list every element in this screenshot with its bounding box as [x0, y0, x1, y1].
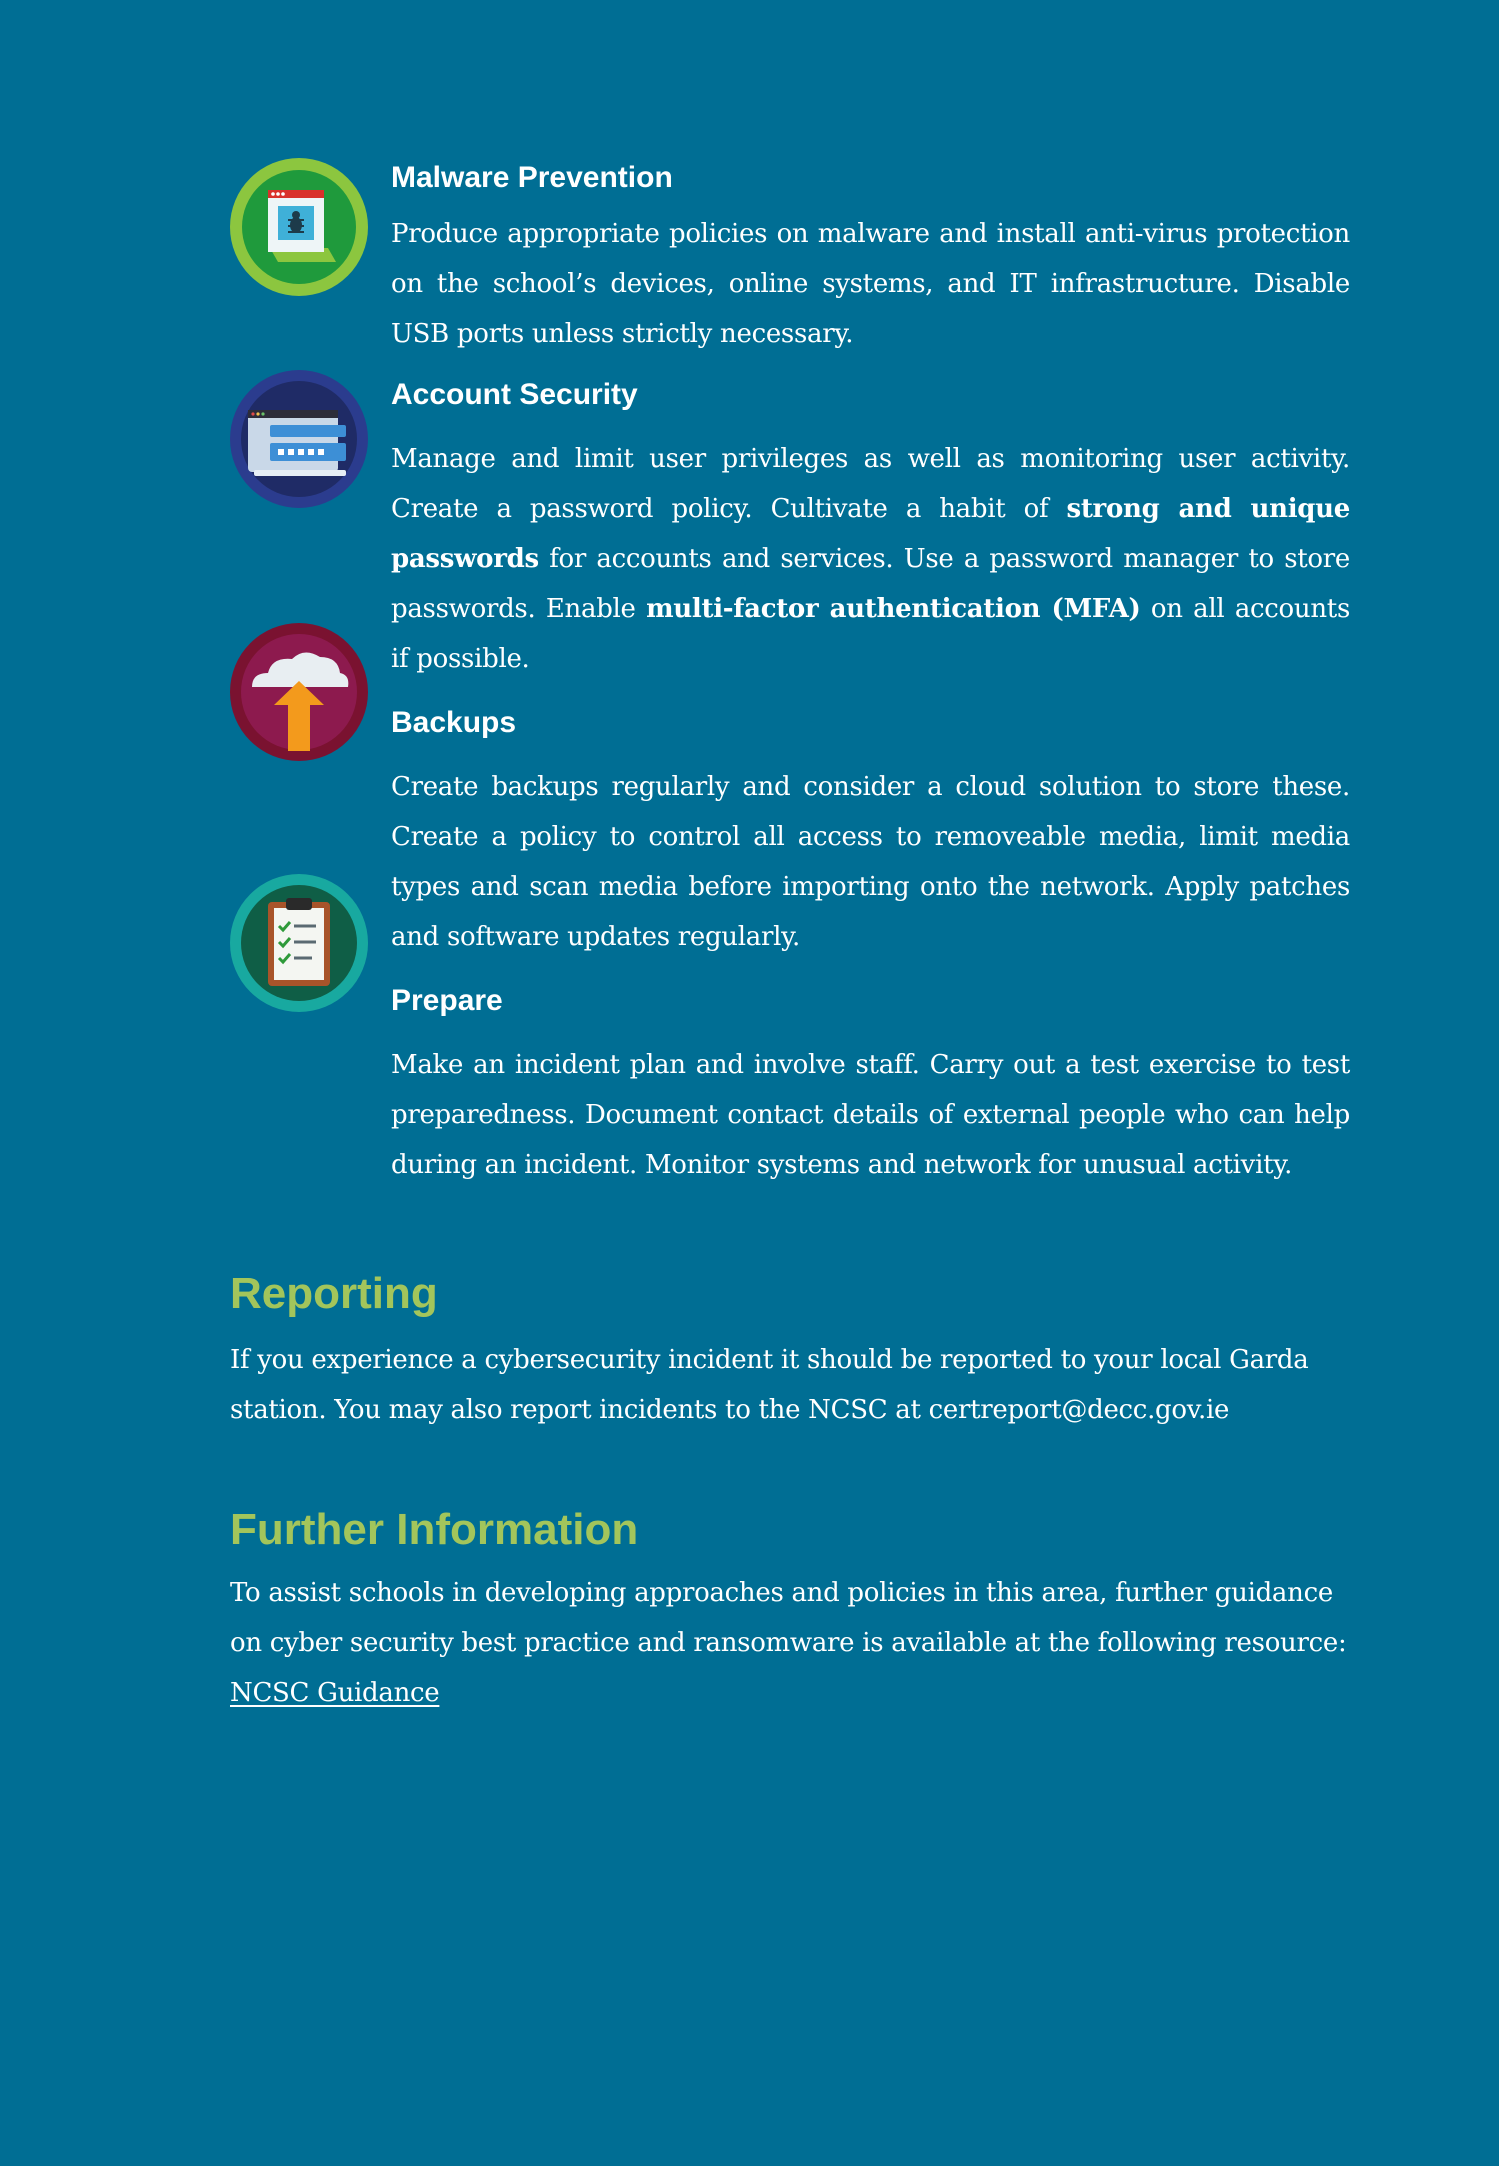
account-security-text	[391, 434, 1350, 684]
cloud-upload-icon	[230, 623, 368, 761]
account-security-text-part-2: for accounts and services. Use a password manager to store passwords. Enable	[391, 544, 1350, 624]
password-login-screen-icon	[230, 370, 368, 508]
account-security-text-part-3: on all accounts if possible.	[391, 594, 1350, 674]
reporting-heading: Reporting	[230, 1269, 438, 1318]
further-information-body: To assist schools in developing approaches and policies in this area, further guidance on cyber security best practice and ransomware is available at the following resource:	[230, 1578, 1347, 1658]
further-information-block	[230, 1568, 1350, 1718]
reporting-text: If you experience a cybersecurity incident it should be reported to your local Garda station. You may also report incidents to the NCSC at certreport@decc.gov.ie	[230, 1345, 1309, 1425]
prepare-text: Make an incident plan and involve staff. Carry out a test exercise to test preparedness. Document contact details of external people who can help during an incident. Monitor systems and network for unusual activity.	[391, 1050, 1350, 1180]
malware-prevention-text: Produce appropriate policies on malware and install anti-virus protection on the school’s devices, online systems, and IT infrastructure. Disable USB ports unless strictly necessary.	[391, 219, 1350, 349]
backups-section	[391, 704, 1350, 962]
mfa-emphasis: multi-factor authentication (MFA)	[646, 594, 1141, 624]
account-security-section	[391, 376, 1350, 684]
prepare-heading: Prepare	[391, 984, 503, 1017]
backups-text: Create backups regularly and consider a cloud solution to store these. Create a policy to control all access to removeable media, limit media types and scan media before importing onto the network. Apply patches and software updates regularly.	[391, 772, 1350, 952]
further-information-text	[230, 1568, 1350, 1718]
account-security-heading: Account Security	[391, 378, 638, 411]
account-security-text-part-1: Manage and limit user privileges as well as monitoring user activity. Create a password policy. Cultivate a habit of	[391, 444, 1350, 524]
malware-prevention-section	[391, 159, 1350, 359]
clipboard-checklist-icon	[230, 874, 368, 1012]
prepare-section	[391, 982, 1350, 1190]
strong-passwords-emphasis: strong and unique passwords	[391, 494, 1351, 574]
ncsc-guidance-link[interactable]: NCSC Guidance	[230, 1678, 440, 1708]
reporting-block	[230, 1335, 1350, 1435]
malware-browser-bug-icon	[230, 158, 368, 296]
backups-heading: Backups	[391, 706, 517, 739]
further-information-heading: Further Information	[230, 1505, 639, 1554]
malware-prevention-heading: Malware Prevention	[391, 161, 673, 194]
